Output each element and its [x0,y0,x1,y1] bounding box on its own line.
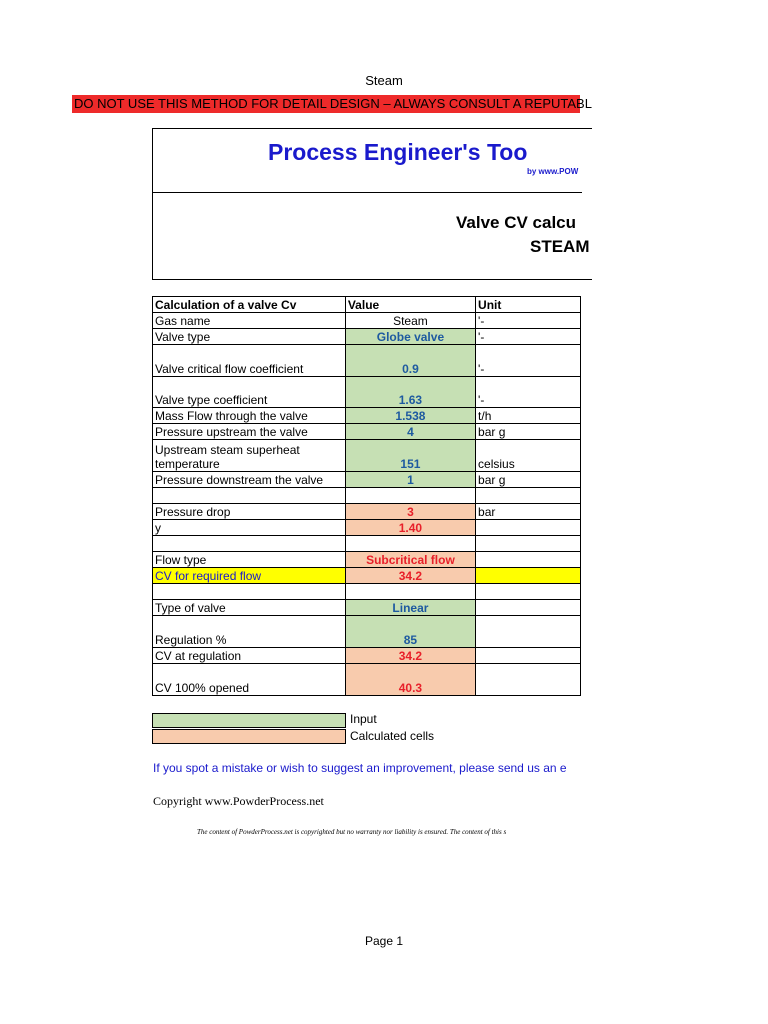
row-y [153,520,581,536]
row-value[interactable]: Globe valve [345,329,475,345]
row-unit: '- [476,313,581,329]
warning-banner: DO NOT USE THIS METHOD FOR DETAIL DESIGN – ALWAYS CONSULT A REPUTABL [74,96,592,111]
row-label: Pressure downstream the valve [153,472,346,488]
row-label: CV 100% opened [153,664,346,696]
sheet-title: Steam [365,73,403,88]
row-label: Gas name [153,313,346,329]
row-unit: bar g [476,424,581,440]
row-value[interactable]: 1.63 [345,377,475,408]
row-label: Type of valve [153,600,346,616]
row-label: Valve type [153,329,346,345]
legend-calculated-label: Calculated cells [350,729,435,743]
row-label: Flow type [153,552,346,568]
row-unit: '- [476,329,581,345]
row-value: Subcritical flow [345,552,475,568]
row-value[interactable]: 85 [345,616,475,648]
row-unit [476,600,581,616]
page-number: Page 1 [364,934,404,948]
row-value: 34.2 [345,648,475,664]
row-value [345,584,475,600]
row-empty [153,536,581,552]
row-regulation [153,616,581,648]
disclaimer-text: The content of PowderProcess.net is copyrighted but no warranty nor liability is ensured. The content of this s [197,828,507,836]
calculation-subtitle: STEAM [530,237,590,256]
row-label [153,584,346,600]
row-label: CV for required flow [153,568,346,584]
legend-calculated-swatch [152,729,346,744]
row-label [153,488,346,504]
calculation-title: Valve CV calcu [456,213,577,232]
row-mass-flow [153,408,581,424]
row-cv-at-regulation [153,648,581,664]
row-value [345,536,475,552]
row-unit [476,520,581,536]
row-label: Pressure upstream the valve [153,424,346,440]
row-label [153,440,346,472]
header-calculation: Calculation of a valve Cv [153,297,346,313]
row-flow-type [153,552,581,568]
row-valve-type [153,329,581,345]
row-unit [476,536,581,552]
row-value[interactable]: 4 [345,424,475,440]
header-value: Value [345,297,475,313]
row-unit [476,552,581,568]
row-pressure-upstream [153,424,581,440]
row-value: 1.40 [345,520,475,536]
row-pressure-drop [153,504,581,520]
row-gas-name [153,313,581,329]
row-pressure-downstream [153,472,581,488]
table-header-row [153,297,581,313]
copyright-text: Copyright www.PowderProcess.net [153,794,324,808]
row-value [345,488,475,504]
row-label-line-1: Upstream steam superheat [155,443,300,457]
row-value[interactable]: 1 [345,472,475,488]
row-unit: celsius [476,440,581,472]
header-divider [152,192,582,193]
row-label: Valve type coefficient [153,377,346,408]
row-value[interactable]: 1.538 [345,408,475,424]
row-superheat-temperature [153,440,581,472]
legend-input-swatch [152,713,346,728]
row-label: Mass Flow through the valve [153,408,346,424]
row-cv-100-opened [153,664,581,696]
row-unit [476,488,581,504]
row-label: Valve critical flow coefficient [153,345,346,377]
row-label: CV at regulation [153,648,346,664]
row-valve-type-coefficient [153,377,581,408]
row-value: 40.3 [345,664,475,696]
row-unit: '- [476,377,581,408]
row-unit: t/h [476,408,581,424]
row-unit [476,648,581,664]
row-unit [476,664,581,696]
row-value: 34.2 [345,568,475,584]
row-unit: bar [476,504,581,520]
row-cv-required-flow [153,568,581,584]
row-empty [153,488,581,504]
row-unit: bar g [476,472,581,488]
row-empty [153,584,581,600]
row-value[interactable]: 0.9 [345,345,475,377]
row-critical-flow-coefficient [153,345,581,377]
row-label-line-2: temperature [155,457,220,471]
row-label: Regulation % [153,616,346,648]
row-unit [476,584,581,600]
row-type-of-valve [153,600,581,616]
row-value[interactable]: Linear [345,600,475,616]
row-unit [476,616,581,648]
calculation-table [152,296,581,696]
brand-subtitle: by www.POW [527,167,579,176]
feedback-text: If you spot a mistake or wish to suggest an improvement, please send us an e [153,761,567,775]
row-value[interactable]: Steam [345,313,475,329]
row-value: 3 [345,504,475,520]
row-label [153,536,346,552]
row-label: Pressure drop [153,504,346,520]
header-unit: Unit [476,297,581,313]
row-unit [476,568,581,584]
row-value[interactable]: 151 [345,440,475,472]
row-unit: '- [476,345,581,377]
brand-title: Process Engineer's Too [268,139,528,165]
row-label: y [153,520,346,536]
legend-input-label: Input [350,712,377,726]
